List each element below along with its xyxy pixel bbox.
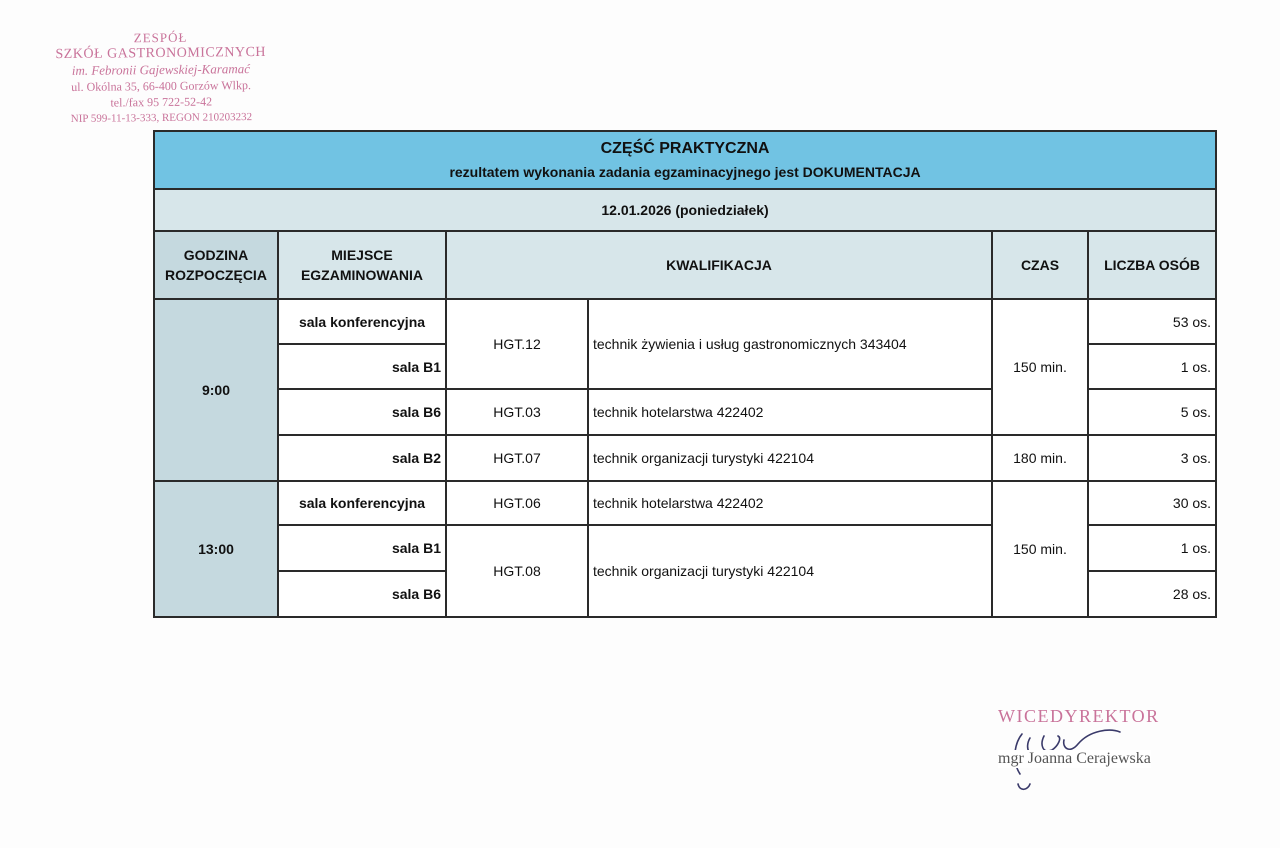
count-cell: 1 os. [1088, 525, 1216, 571]
qualification-code: HGT.06 [446, 481, 588, 525]
start-time-cell: 9:00 [154, 299, 278, 481]
header-count: LICZBA OSÓB [1088, 231, 1216, 299]
qualification-name: technik hotelarstwa 422402 [588, 389, 992, 435]
qualification-code: HGT.07 [446, 435, 588, 481]
table-title: CZĘŚĆ PRAKTYCZNA [600, 140, 770, 157]
start-time-cell: 13:00 [154, 481, 278, 617]
qualification-code: HGT.12 [446, 299, 588, 389]
stamp-line: NIP 599-11-13-333, REGON 210203232 [70, 111, 253, 125]
qualification-code: HGT.03 [446, 389, 588, 435]
exam-schedule-table [153, 130, 1217, 618]
count-cell: 5 os. [1088, 389, 1216, 435]
header-text: ROZPOCZĘCIA [165, 267, 267, 283]
table-row [154, 481, 1216, 525]
qualification-name: technik organizacji turystyki 422104 [588, 525, 992, 617]
stamp-line: tel./fax 95 722-52-42 [110, 94, 213, 110]
qualification-name: technik żywienia i usług gastronomicznych 343404 [588, 299, 992, 389]
count-cell: 53 os. [1088, 299, 1216, 344]
exam-date: 12.01.2026 (poniedziałek) [154, 189, 1216, 231]
signature-title: WICEDYREKTOR [998, 706, 1160, 726]
table-row [154, 299, 1216, 344]
header-text: MIEJSCE [331, 247, 393, 263]
room-cell: sala B6 [278, 571, 446, 617]
room-cell: sala B1 [278, 344, 446, 389]
stamp-line: ZESPÓŁ [133, 29, 188, 46]
room-cell: sala B1 [278, 525, 446, 571]
stamp-line: ul. Okólna 35, 66-400 Gorzów Wlkp. [71, 78, 252, 94]
count-cell: 3 os. [1088, 435, 1216, 481]
duration-cell: 180 min. [992, 435, 1088, 481]
header-qualification: KWALIFIKACJA [446, 231, 992, 299]
header-duration: CZAS [992, 231, 1088, 299]
room-cell: sala B2 [278, 435, 446, 481]
duration-cell: 150 min. [992, 481, 1088, 617]
header-text: EGZAMINOWANIA [300, 267, 424, 283]
table-title-cell [154, 131, 1216, 189]
qualification-name: technik hotelarstwa 422402 [588, 481, 992, 525]
room-cell: sala konferencyjna [278, 299, 446, 344]
school-stamp [30, 29, 293, 128]
count-cell: 30 os. [1088, 481, 1216, 525]
duration-cell: 150 min. [992, 299, 1088, 435]
header-place [278, 231, 446, 299]
room-cell: sala B6 [278, 389, 446, 435]
room-cell: sala konferencyjna [278, 481, 446, 525]
table-row [154, 435, 1216, 481]
header-text: GODZINA [183, 247, 249, 263]
count-cell: 28 os. [1088, 571, 1216, 617]
header-start-time [154, 231, 278, 299]
qualification-name: technik organizacji turystyki 422104 [588, 435, 992, 481]
qualification-code: HGT.08 [446, 525, 588, 617]
table-subtitle: rezultatem wykonania zadania egzaminacyjnego jest DOKUMENTACJA [449, 164, 921, 180]
signature-name: mgr Joanna Cerajewska [998, 750, 1151, 767]
stamp-line: im. Febronii Gajewskiej-Karamać [71, 61, 251, 78]
count-cell: 1 os. [1088, 344, 1216, 389]
stamp-line: SZKÓŁ GASTRONOMICZNYCH [55, 44, 267, 63]
